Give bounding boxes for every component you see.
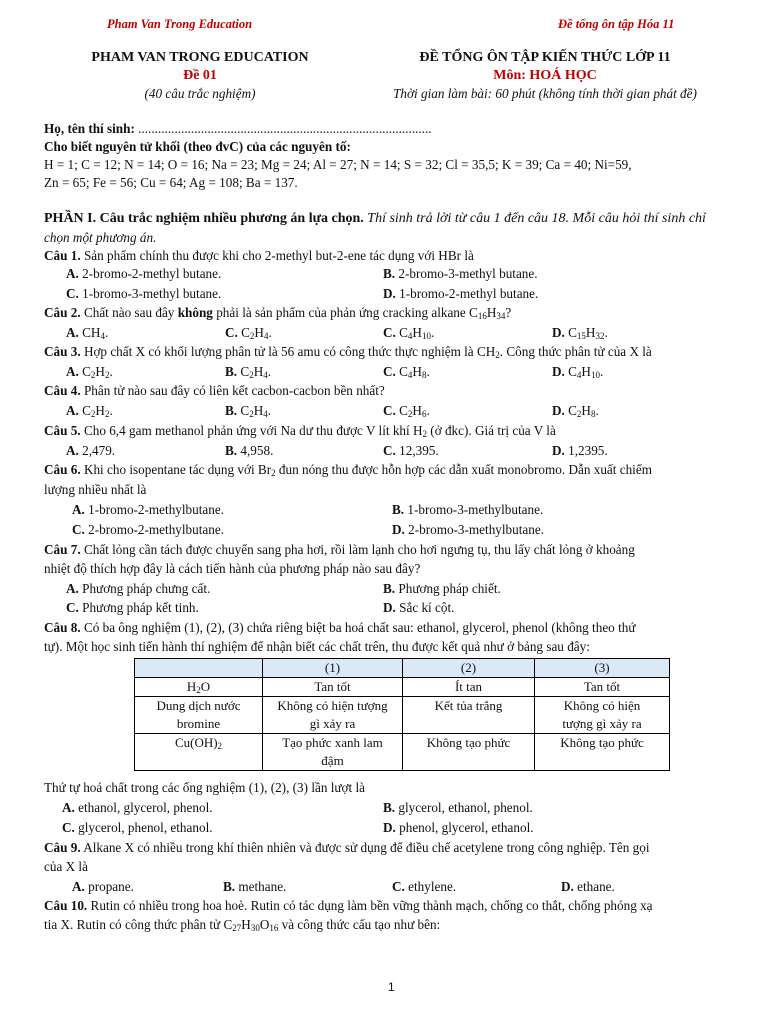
q8-option-d[interactable]: D. phenol, glycerol, ethanol. [383,820,534,835]
table-cell: Kết tủa trắng [403,697,535,734]
table-cell: Tan tốt [535,678,670,697]
q3-stem: Câu 3. Hợp chất X có khối lượng phân tử là 56 amu có công thức thực nghiệm là $CH_2$. Công thức phân tử của X là [44,344,652,360]
table-corner [135,659,263,678]
title-left [40,49,360,103]
q9-stem-2: của X là [44,859,88,874]
question-count: (40 câu trắc nghiệm) [144,86,256,101]
student-label: Họ, tên thí sinh: [44,121,135,136]
q8-stem: Câu 8. Có ba ông nghiệm (1), (2), (3) chứa riêng biệt ba hoá chất sau: ethanol, glycerol, phenol (không theo thứ [44,620,636,635]
q8-option-b[interactable]: B. glycerol, ethanol, phenol. [383,800,533,815]
q10-stem-2: tia X. Rutin có công thức phân tử $C_{27}H_{30}O_{16}$ và công thức cấu tạo như bên: [44,917,441,933]
q7-option-a[interactable]: A. Phương pháp chưng cất. [66,581,211,596]
result-table [134,658,670,771]
table-row [135,734,670,771]
table-cell: Tạo phức xanh lam đậm [263,734,403,771]
q4-option-c[interactable]: C. $C_2H_6$. [383,403,430,419]
table-header: (1) [263,659,403,678]
q4-option-b[interactable]: B. $C_2H_4$. [225,403,272,419]
atomic-line-2: Zn = 65; Fe = 56; Cu = 64; Ag = 108; Ba = 137. [44,175,298,190]
table-row [135,678,670,697]
student-name-line[interactable] [44,120,432,138]
q1-option-a[interactable]: A. 2-bromo-2-methyl butane. [66,266,222,281]
q9-stem: Câu 9. Alkane X có nhiều trong khí thiên nhiên và được sử dụng để điều chế acetylene trong công nghiệp. Tên gọi [44,840,650,855]
table-cell: Không có hiện tượng gì xảy ra [535,697,670,734]
atomic-line-1: H = 1; C = 12; N = 14; O = 16; Na = 23; Mg = 24; Al = 27; N = 14; S = 32; Cl = 35,5; K = 39; Ca = 40; Ni=59, [44,157,632,172]
q2-option-b[interactable]: C. $C_2H_4$. [225,325,272,341]
part1-instr-2: chọn một phương án. [44,230,157,245]
q6-option-b[interactable]: B. 1-bromo-3-methylbutane. [392,502,544,517]
q6-stem: Câu 6. Khi cho isopentane tác dụng với $Br_2$ đun nóng thu được hỗn hợp các dẫn xuất monobromo. Dẫn xuất chiếm [44,462,652,478]
q8-stem-2: tự). Một học sinh tiến hành thí nghiệm để nhận biết các chất trên, thu được kết quả như ở bảng sau đây: [44,639,590,654]
q7-option-b[interactable]: B. Phương pháp chiết. [383,581,501,596]
q1-option-d[interactable]: D. 1-bromo-2-methyl butane. [383,286,539,301]
q8-option-a[interactable]: A. ethanol, glycerol, phenol. [62,800,213,815]
q3-option-c[interactable]: C. $C_4H_8$. [383,364,430,380]
q4-option-a[interactable]: A. $C_2H_2$. [66,403,113,419]
q9-option-d[interactable]: D. ethane. [561,879,615,894]
title-right [365,49,725,103]
q9-option-a[interactable]: A. propane. [72,879,134,894]
page-number: 1 [388,980,395,994]
row-label-bromine: Dung dịch nước bromine [135,697,263,734]
q2-option-c[interactable]: C. $C_4H_{10}$. [383,325,435,341]
q6-option-a[interactable]: A. 1-bromo-2-methylbutane. [72,502,224,517]
table-header: (3) [535,659,670,678]
q5-option-b[interactable]: B. 4,958. [225,443,274,458]
org-name: PHAM VAN TRONG EDUCATION [91,50,309,65]
student-dots: ......................................................................................... [138,121,432,136]
exam-title: ĐỀ TỔNG ÔN TẬP KIẾN THỨC LỚP 11 [419,50,671,65]
table-header-row [135,659,670,678]
q5-option-c[interactable]: C. 12,395. [383,443,439,458]
q6-stem-2: lượng nhiều nhất là [44,482,147,497]
q1-option-c[interactable]: C. 1-bromo-3-methyl butane. [66,286,222,301]
q3-option-d[interactable]: D. $C_4H_{10}$. [552,364,604,380]
q7-stem: Câu 7. Chất lỏng cần tách được chuyển sang pha hơi, rồi làm lạnh cho hơi ngưng tụ, thu lấy chất lỏng ở khoảng [44,542,635,557]
q8-option-c[interactable]: C. glycerol, phenol, ethanol. [62,820,213,835]
q7-option-c[interactable]: C. Phương pháp kết tinh. [66,600,199,615]
q6-option-d[interactable]: D. 2-bromo-3-methylbutane. [392,522,544,537]
subject: Môn: HOÁ HỌC [493,68,597,83]
time-limit: Thời gian làm bài: 60 phút (không tính thời gian phát đề) [393,86,697,101]
q2-option-a[interactable]: A. $CH_4$. [66,325,109,341]
row-label-cuoh2: $Cu(OH)_2$ [135,734,263,771]
q7-stem-2: nhiệt độ thích hợp đây là cách tiến hành của phương pháp nào sau đây? [44,561,421,576]
header-left: Pham Van Trong Education [107,17,253,31]
table-cell: Không tạo phức [535,734,670,771]
part1-line-1 [44,210,706,228]
q3-option-a[interactable]: A. $C_2H_2$. [66,364,113,380]
part1-title: PHẦN I. Câu trắc nghiệm nhiều phương án lựa chọn. [44,211,364,226]
q6-option-c[interactable]: C. 2-bromo-2-methylbutane. [72,522,224,537]
q3-option-b[interactable]: B. $C_2H_4$. [225,364,272,380]
table-cell: Tan tốt [263,678,403,697]
q5-option-d[interactable]: D. 1,2395. [552,443,608,458]
q2-option-d[interactable]: D. $C_{15}H_{32}$. [552,325,608,341]
table-row [135,697,670,734]
q9-option-c[interactable]: C. ethylene. [392,879,457,894]
q1-option-b[interactable]: B. 2-bromo-3-methyl butane. [383,266,538,281]
q8-after: Thứ tự hoá chất trong các ống nghiệm (1), (2), (3) lần lượt là [44,780,366,795]
header-right: Đề tổng ôn tập Hóa 11 [558,17,675,31]
q4-option-d[interactable]: D. $C_2H_8$. [552,403,599,419]
part1-instr-1: Thí sinh trả lời từ câu 1 đến câu 18. Mỗi câu hỏi thí sinh chỉ [363,211,706,226]
q7-option-d[interactable]: D. Sắc kí cột. [383,600,455,615]
table-cell: Không tạo phức [403,734,535,771]
table-cell: Không có hiện tượng gì xảy ra [263,697,403,734]
table-header: (2) [403,659,535,678]
q10-stem: Câu 10. Rutin có nhiều trong hoa hoè. Rutin có tác dụng làm bền vững thành mạch, chống co thắt, chống phóng xạ [44,898,653,913]
q4-stem: Câu 4. Phân tử nào sau đây có liên kết cacbon-cacbon bền nhất? [44,383,385,398]
q1-stem: Câu 1. Sản phẩm chính thu được khi cho 2-methyl but-2-ene tác dụng với HBr là [44,248,474,263]
row-label-water: $H_2O$ [135,678,263,697]
q5-stem: Câu 5. Cho 6,4 gam methanol phản ứng với Na dư thu được V lít khí $H_2$ (ở đkc). Giá trị của V là [44,423,556,439]
q2-stem: Câu 2. Chất nào sau đây không phải là sản phẩm của phản ứng cracking alkane $C_{16}H_{34}$? [44,305,512,321]
atomic-label: Cho biết nguyên tử khối (theo đvC) của các nguyên tố: [44,139,351,154]
q9-option-b[interactable]: B. methane. [223,879,287,894]
q5-option-a[interactable]: A. 2,479. [66,443,116,458]
exam-code: Đề 01 [183,68,217,83]
table-cell: Ít tan [403,678,535,697]
